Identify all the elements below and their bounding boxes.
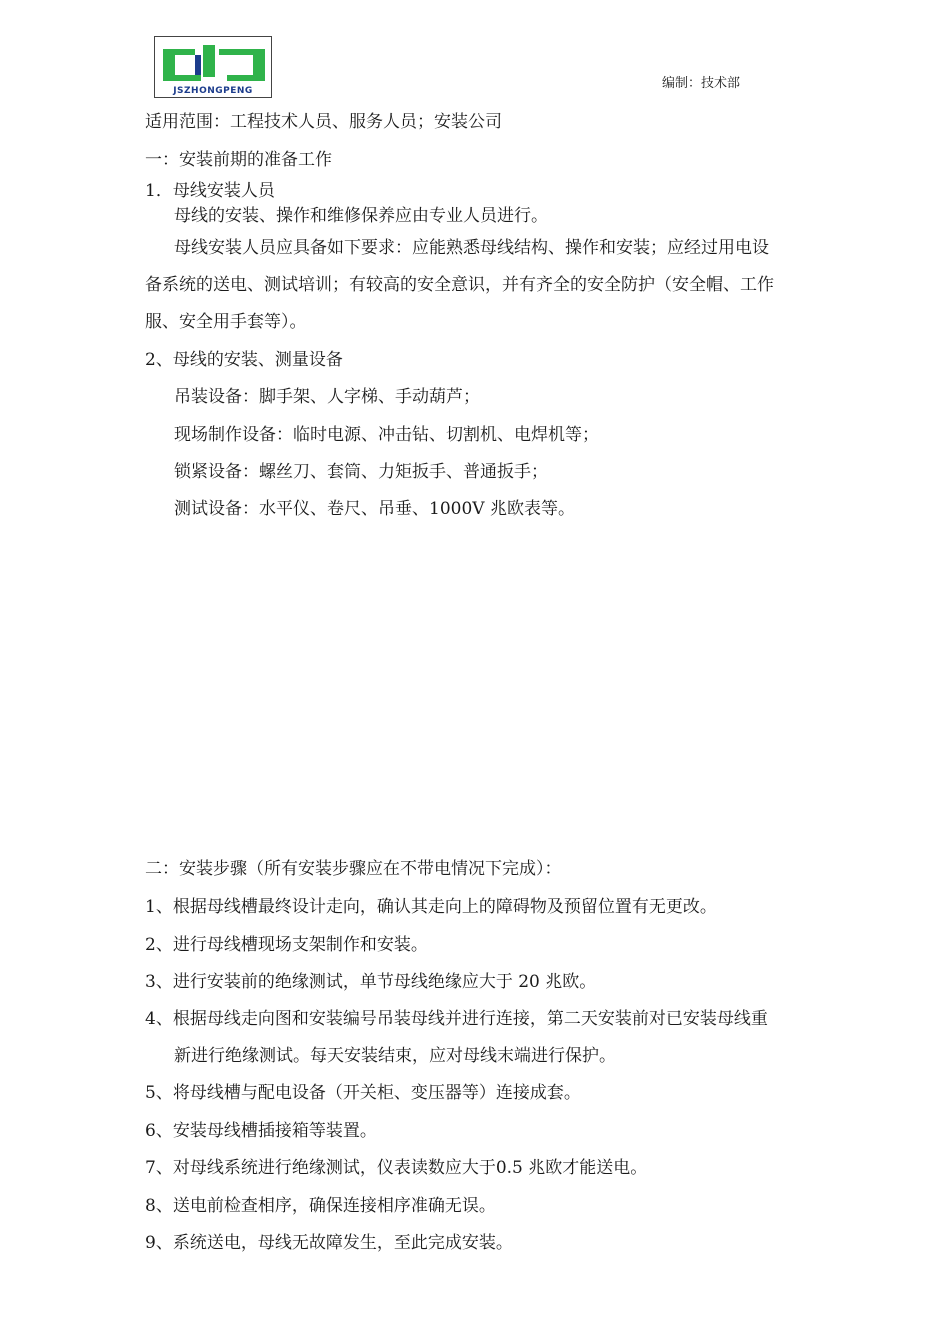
section1-sub1-paragraph2-line3: 服、安全用手套等）。 <box>145 312 307 332</box>
logo-text: JSZHONGPENG <box>173 86 253 96</box>
section1-heading: 一：安装前期的准备工作 <box>145 150 332 170</box>
step-item: 8、送电前检查相序，确保连接相序准确无误。 <box>145 1196 496 1216</box>
section1-sub2-title: 2、母线的安装、测量设备 <box>145 350 343 370</box>
step-item: 5、将母线槽与配电设备（开关柜、变压器等）连接成套。 <box>145 1083 581 1103</box>
step-item: 6、安装母线槽插接箱等装置。 <box>145 1121 377 1141</box>
equipment-item: 吊装设备：脚手架、人字梯、手动葫芦； <box>174 387 480 407</box>
company-logo <box>154 36 272 98</box>
section2-heading: 二：安装步骤（所有安装步骤应在不带电情况下完成）： <box>145 859 562 879</box>
section1-sub1-title: 1．母线安装人员 <box>145 181 275 201</box>
section1-sub1-paragraph1: 母线的安装、操作和维修保养应由专业人员进行。 <box>174 206 548 226</box>
author-label: 编制：技术部 <box>662 76 741 91</box>
logo-mark-icon <box>155 37 273 87</box>
step-item: 9、系统送电，母线无故障发生，至此完成安装。 <box>145 1233 513 1253</box>
step-item: 1、根据母线槽最终设计走向，确认其走向上的障碍物及预留位置有无更改。 <box>145 897 717 917</box>
section1-sub1-paragraph2-line1: 母线安装人员应具备如下要求：应能熟悉母线结构、操作和安装；应经过用电设 <box>174 238 769 258</box>
step-item: 3、进行安装前的绝缘测试，单节母线绝缘应大于 20 兆欧。 <box>145 972 597 992</box>
scope-line: 适用范围：工程技术人员、服务人员；安装公司 <box>145 112 502 132</box>
step-item: 4、根据母线走向图和安装编号吊装母线并进行连接，第二天安装前对已安装母线重 <box>145 1009 768 1029</box>
equipment-item: 现场制作设备：临时电源、冲击钻、切割机、电焊机等； <box>174 425 599 445</box>
equipment-item: 测试设备：水平仪、卷尺、吊垂、1000V 兆欧表等。 <box>174 499 575 519</box>
equipment-item: 锁紧设备：螺丝刀、套筒、力矩扳手、普通扳手； <box>174 462 548 482</box>
step-item: 2、进行母线槽现场支架制作和安装。 <box>145 935 428 955</box>
section1-sub1-paragraph2-line2: 备系统的送电、测试培训；有较高的安全意识，并有齐全的安全防护（安全帽、工作 <box>145 275 774 295</box>
step-item-continuation: 新进行绝缘测试。每天安装结束，应对母线末端进行保护。 <box>174 1046 616 1066</box>
step-item: 7、对母线系统进行绝缘测试，仪表读数应大于0.5 兆欧才能送电。 <box>145 1158 648 1178</box>
